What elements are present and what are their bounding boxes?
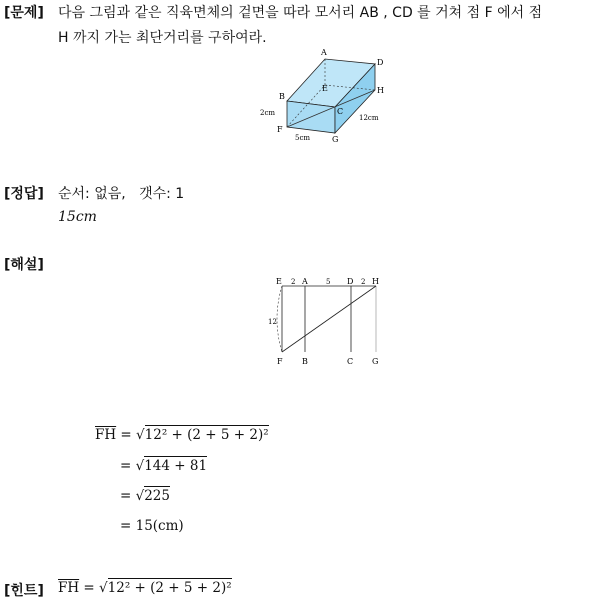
net-figure (268, 274, 388, 370)
net-label-E: E (276, 277, 282, 286)
eq-r3: 225 (144, 488, 170, 504)
hint-lhs: $\overline{FH}$ (58, 580, 80, 596)
eq-r1: 12² + (2 + 5 + 2)² (144, 427, 269, 443)
label-C: C (337, 107, 344, 116)
label-E: E (322, 84, 328, 93)
eq-line-1: $\overline{FH} = √12^2 + (2 + 5 + 2)^2$ (95, 427, 269, 443)
net-side-arc (277, 286, 282, 352)
eq-line-4: = 15(cm) (120, 518, 184, 534)
net-seg-3: 2 (361, 278, 366, 286)
net-label-C: C (347, 357, 354, 366)
label-B: B (279, 92, 285, 101)
net-seg-2: 5 (326, 278, 331, 286)
answer-label: [정답] (4, 186, 44, 202)
hint-equation: $\overline{FH} = √12^2 + (2 + 5 + 2)^2$ (58, 580, 232, 596)
net-label-D: D (347, 277, 354, 286)
net-label-A: A (302, 277, 308, 286)
solution-label: [해설] (4, 257, 44, 273)
label-H: H (377, 86, 384, 95)
eq-r4: 15(cm) (135, 518, 184, 534)
label-G: G (332, 135, 339, 144)
net-label-F: F (277, 357, 283, 366)
problem-text-line1: 다음 그림과 같은 직육면체의 겉면을 따라 모서리 AB , CD 를 거쳐 점 F 에서 점 (58, 5, 543, 21)
label-A: A (321, 48, 327, 57)
dim-depth: 12cm (359, 114, 379, 122)
net-path-FH (282, 286, 376, 352)
net-label-G: G (372, 357, 379, 366)
net-side-12: 12 (268, 318, 277, 326)
eq-line-2: = √144 + 81 (120, 458, 208, 474)
eq-r2: 144 + 81 (144, 458, 208, 474)
net-label-H: H (372, 277, 379, 286)
net-label-B: B (302, 357, 308, 366)
dim-width: 5cm (295, 134, 311, 142)
hint-label: [힌트] (4, 583, 44, 599)
eq-lhs: $\overline{FH}$ (95, 427, 117, 443)
dim-height: 2cm (260, 109, 276, 117)
label-D: D (377, 58, 384, 67)
answer-meta: 순서: 없음, 갯수: 1 (58, 186, 185, 202)
problem-label: [문제] (4, 5, 44, 21)
cuboid-figure (255, 44, 395, 150)
hint-expr: 12² + (2 + 5 + 2)² (107, 580, 232, 596)
problem-text-line2: H 까지 가는 최단거리를 구하여라. (58, 30, 267, 46)
answer-value: 15cm (58, 209, 97, 225)
eq-line-3: = √225 (120, 488, 170, 504)
label-F: F (277, 125, 283, 134)
net-seg-1: 2 (291, 278, 296, 286)
